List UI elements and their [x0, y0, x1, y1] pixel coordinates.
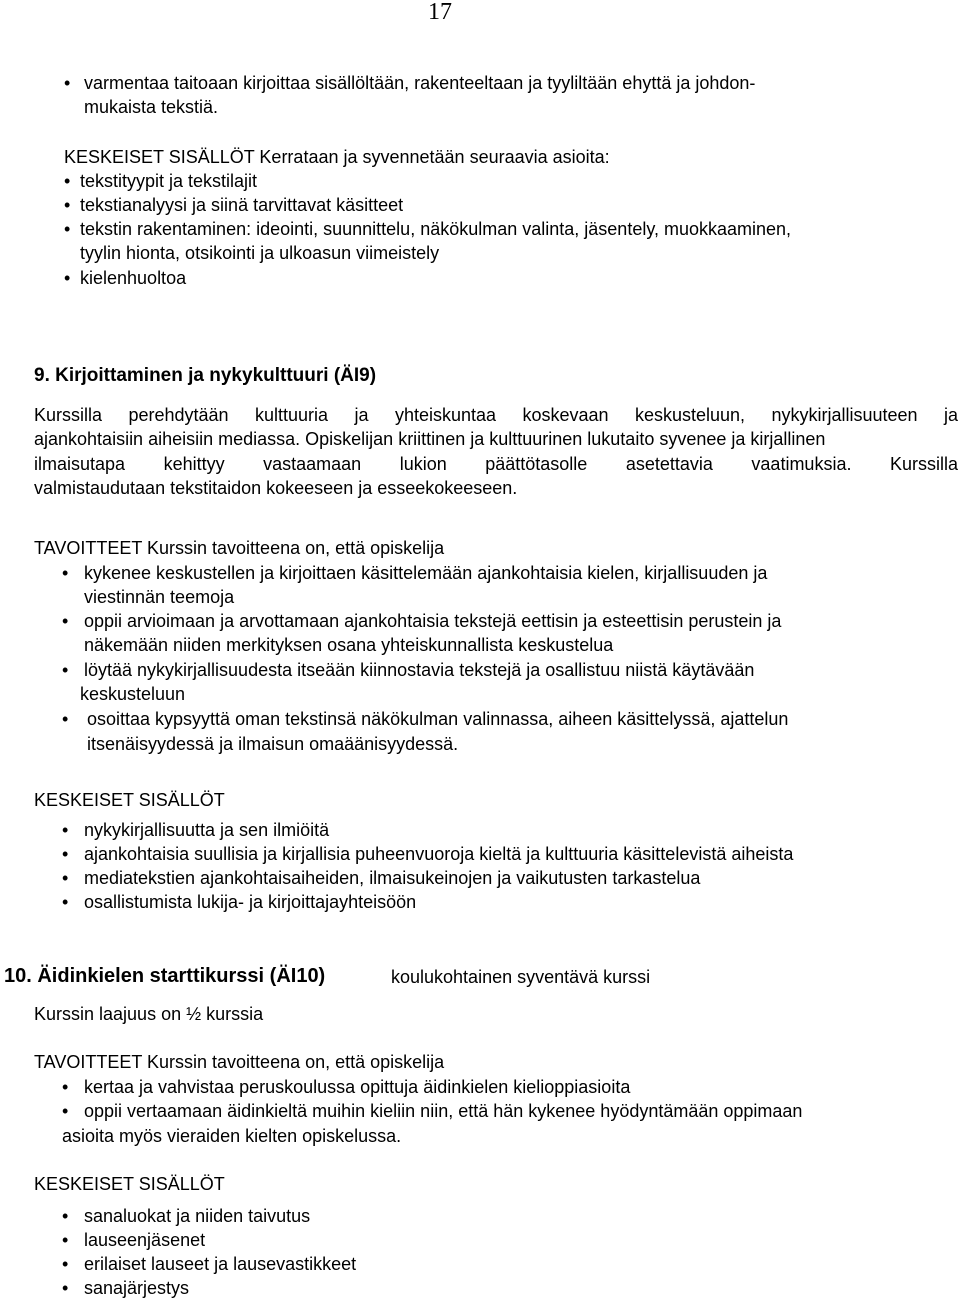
bullet-icon: • [62, 1077, 69, 1097]
course-9-heading: 9. Kirjoittaminen ja nykykulttuuri (ÄI9) [34, 365, 377, 386]
content-item: erilaiset lauseet ja lausevastikkeet [84, 1254, 357, 1274]
course-description-line [34, 428, 825, 450]
content-item: ajankohtaisia suullisia ja kirjallisia puheenvuoroja kieltä ja kulttuuria käsittelevistä aiheista [84, 844, 794, 864]
bullet-icon: • [62, 1101, 69, 1121]
bullet-icon: • [62, 892, 69, 912]
bullet-icon: • [64, 171, 71, 191]
bullet-icon: • [62, 820, 69, 840]
page-number: 17 [428, 0, 452, 25]
bullet-icon: • [62, 563, 69, 583]
bullet-icon: • [62, 844, 69, 864]
bullet-icon: • [64, 219, 71, 239]
list-item: tekstianalyysi ja siinä tarvittavat käsitteet [80, 195, 404, 215]
list-item-continuation: tyylin hionta, otsikointi ja ulkoasun viimeistely [80, 243, 440, 263]
goal-item-continuation: itsenäisyydessä ja ilmaisun omaäänisyydessä. [87, 734, 459, 754]
bullet-icon: • [62, 660, 69, 680]
contents-heading: KESKEISET SISÄLLÖT [34, 790, 225, 810]
list-item: kielenhuoltoa [80, 268, 187, 288]
bullet-icon: • [62, 1206, 69, 1226]
goal-item: löytää nykykirjallisuudesta itseään kiinnostavia tekstejä ja osallistuu niistä käytävään [84, 660, 755, 680]
bullet-icon: • [64, 195, 71, 215]
course-description-line: valmistaudutaan tekstitaidon kokeeseen ja esseekokeeseen. [34, 478, 518, 498]
course-description-text: Kurssilla perehdytään kulttuuria ja yhteiskuntaa koskevaan keskusteluun, nykykirjallisuuteen ja [34, 405, 958, 425]
content-item: lauseenjäsenet [84, 1230, 206, 1250]
goal-item: oppii vertaamaan äidinkieltä muihin kieliin niin, että hän kykenee hyödyntämään oppimaan [84, 1101, 803, 1121]
course-10-subtitle: koulukohtainen syventävä kurssi [391, 967, 651, 987]
course-description-text: ajankohtaisiin aiheisiin mediassa. Opiskelijan kriittinen ja kulttuurinen lukutaito syvenee ja kirjallinen [34, 429, 826, 449]
section-heading: KESKEISET SISÄLLÖT Kerrataan ja syvennetään seuraavia asioita: [64, 147, 610, 167]
list-item-continuation: mukaista tekstiä. [84, 97, 219, 117]
list-item: tekstityypit ja tekstilajit [80, 171, 258, 191]
bullet-icon: • [64, 268, 71, 288]
list-item: tekstin rakentaminen: ideointi, suunnittelu, näkökulman valinta, jäsentely, muokkaaminen, [80, 219, 792, 239]
goal-item-continuation: viestinnän teemoja [84, 587, 235, 607]
goal-item: oppii arvioimaan ja arvottamaan ajankohtaisia tekstejä eettisin ja esteettisin perustein ja [84, 611, 782, 631]
course-scope: Kurssin laajuus on ½ kurssia [34, 1004, 264, 1024]
bullet-icon: • [62, 868, 69, 888]
course-description-text: ilmaisutapa kehittyy vastaamaan lukion päättötasolle asetettavia vaatimuksia. Kurssilla [34, 454, 958, 474]
course-description-line [34, 404, 958, 426]
course-description-line [34, 453, 958, 475]
goal-item: kykenee keskustellen ja kirjoittaen käsittelemään ajankohtaisia kielen, kirjallisuuden ja [84, 563, 768, 583]
goal-item: kertaa ja vahvistaa peruskoulussa opittuja äidinkielen kielioppiasioita [84, 1077, 631, 1097]
content-item: sanajärjestys [84, 1278, 190, 1298]
list-item: varmentaa taitoaan kirjoittaa sisällöltään, rakenteeltaan ja tyyliltään ehyttä ja johdon- [84, 73, 756, 93]
bullet-icon: • [62, 611, 69, 631]
goal-item: osoittaa kypsyyttä oman tekstinsä näkökulman valinnassa, aiheen käsittelyssä, ajattelun [87, 709, 789, 729]
content-item: osallistumista lukija- ja kirjoittajayhteisöön [84, 892, 417, 912]
bullet-icon: • [62, 1278, 69, 1298]
goal-item-continuation: näkemään niiden merkityksen osana yhteiskunnallista keskustelua [84, 635, 614, 655]
content-item: sanaluokat ja niiden taivutus [84, 1206, 311, 1226]
goals-heading: TAVOITTEET Kurssin tavoitteena on, että opiskelija [34, 1052, 445, 1072]
content-item: nykykirjallisuutta ja sen ilmiöitä [84, 820, 330, 840]
bullet-icon: • [62, 709, 69, 729]
course-10-heading: 10. Äidinkielen starttikurssi (ÄI10) [4, 965, 326, 987]
contents-heading: KESKEISET SISÄLLÖT [34, 1174, 225, 1194]
goals-heading: TAVOITTEET Kurssin tavoitteena on, että opiskelija [34, 538, 445, 558]
bullet-icon: • [62, 1254, 69, 1274]
goal-item-continuation: keskusteluun [80, 684, 186, 704]
goal-item-continuation: asioita myös vieraiden kielten opiskelussa. [62, 1126, 402, 1146]
bullet-icon: • [62, 1230, 69, 1250]
bullet-icon: • [64, 73, 71, 93]
content-item: mediatekstien ajankohtaisaiheiden, ilmaisukeinojen ja vaikutusten tarkastelua [84, 868, 701, 888]
